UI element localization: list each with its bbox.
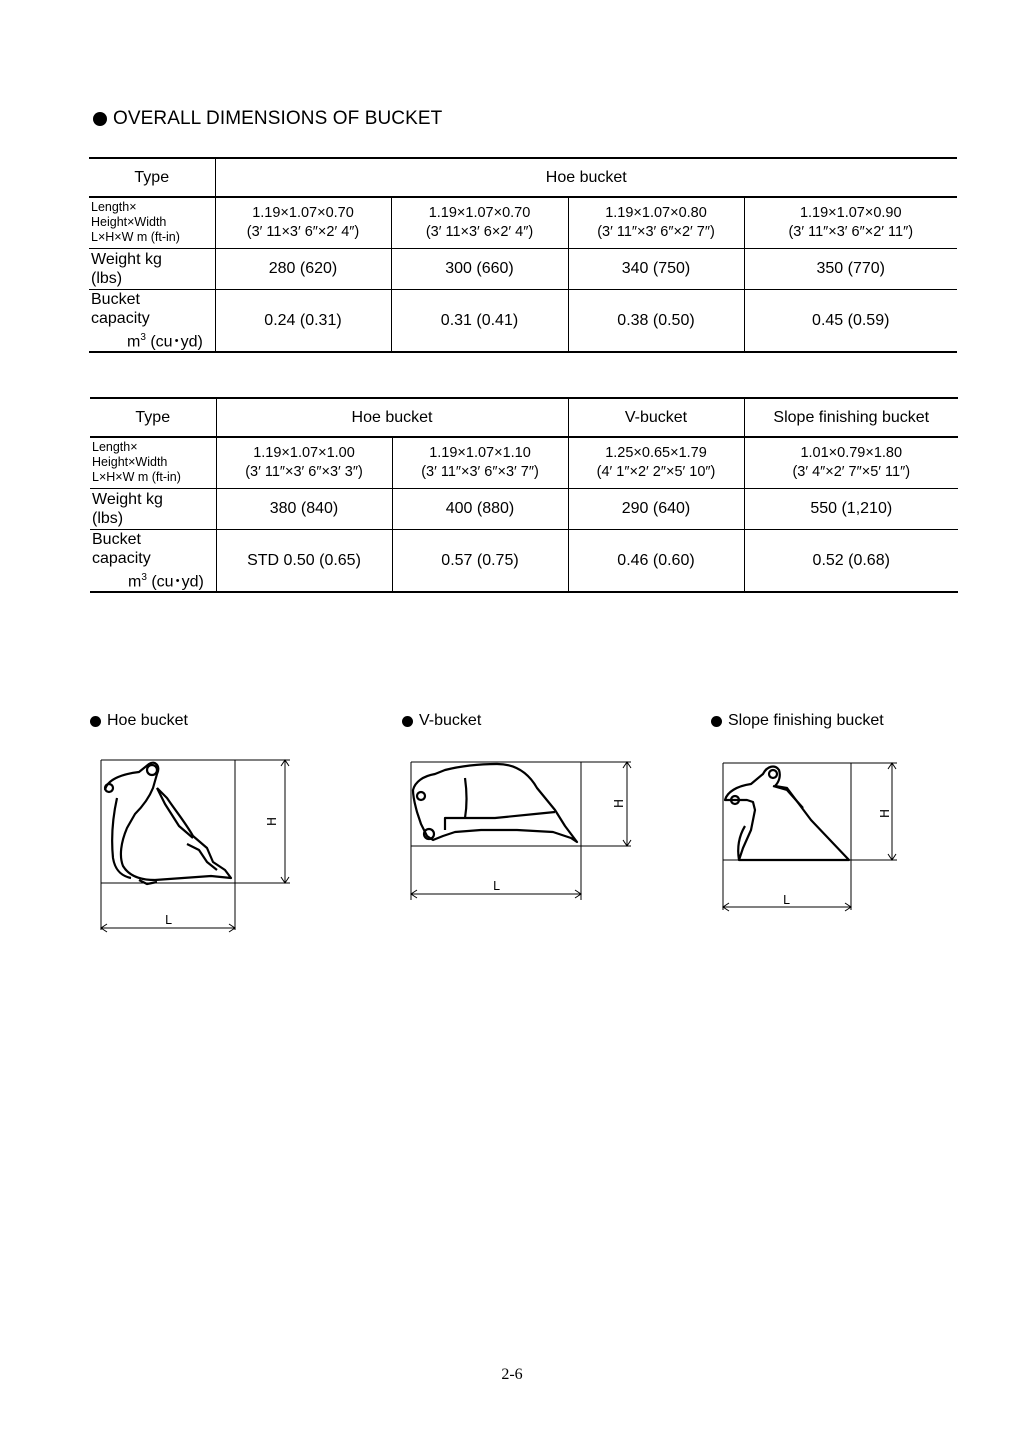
capacity-cell: 0.57 (0.75) xyxy=(392,529,568,592)
dims-cell: 1.19×1.07×0.70 (3′ 11×3′ 6×2′ 4″) xyxy=(391,197,568,248)
slope-finishing-bucket-diagram xyxy=(717,752,907,914)
dims-cell: 1.19×1.07×0.90 (3′ 11″×3′ 6″×2′ 11″) xyxy=(744,197,957,248)
height-mark: H xyxy=(878,808,892,818)
slope-finishing-header: Slope finishing bucket xyxy=(744,398,958,437)
length-mark: L xyxy=(165,913,172,927)
weight-cell: 400 (880) xyxy=(392,488,568,529)
dimensions-table-1 xyxy=(89,157,957,353)
capacity-cell: 0.46 (0.60) xyxy=(568,529,744,592)
weight-cell: 350 (770) xyxy=(744,248,957,289)
length-mark: L xyxy=(783,893,790,907)
bullet-icon xyxy=(402,716,413,727)
dims-cell: 1.01×0.79×1.80 (3′ 4″×2′ 7″×5′ 11″) xyxy=(744,437,958,488)
weight-row xyxy=(89,248,957,289)
height-mark: H xyxy=(265,816,279,826)
weight-cell: 290 (640) xyxy=(568,488,744,529)
table-header-row xyxy=(89,158,957,197)
dimensions-label: Length× Height×Width L×H×W m (ft-in) xyxy=(89,197,215,248)
weight-cell: 300 (660) xyxy=(391,248,568,289)
capacity-cell: 0.45 (0.59) xyxy=(744,289,957,352)
capacity-cell: STD 0.50 (0.65) xyxy=(216,529,392,592)
page-number: 2-6 xyxy=(501,1366,523,1383)
hoe-bucket-header: Hoe bucket xyxy=(216,398,568,437)
weight-label: Weight kg (lbs) xyxy=(90,488,216,529)
capacity-row xyxy=(90,529,958,592)
bullet-icon xyxy=(90,716,101,727)
slope-bucket-diagram-label: Slope finishing bucket xyxy=(711,712,884,730)
v-bucket-header: V-bucket xyxy=(568,398,744,437)
dimensions-row xyxy=(90,437,958,488)
capacity-cell: 0.52 (0.68) xyxy=(744,529,958,592)
weight-label: Weight kg (lbs) xyxy=(89,248,215,289)
capacity-cell: 0.38 (0.50) xyxy=(568,289,744,352)
dims-cell: 1.19×1.07×0.80 (3′ 11″×3′ 6″×2′ 7″) xyxy=(568,197,744,248)
table-header-row xyxy=(90,398,958,437)
length-mark: L xyxy=(493,879,500,893)
dimensions-row xyxy=(89,197,957,248)
bullet-icon xyxy=(711,716,722,727)
weight-cell: 280 (620) xyxy=(215,248,391,289)
v-bucket-diagram xyxy=(405,752,635,902)
type-header: Type xyxy=(89,158,215,197)
weight-cell: 550 (1,210) xyxy=(744,488,958,529)
dimensions-table-2 xyxy=(90,397,958,593)
type-header: Type xyxy=(90,398,216,437)
hoe-bucket-diagram xyxy=(95,752,295,937)
dims-cell: 1.19×1.07×1.10 (3′ 11″×3′ 6″×3′ 7″) xyxy=(392,437,568,488)
height-mark: H xyxy=(612,798,626,808)
weight-cell: 380 (840) xyxy=(216,488,392,529)
section-heading xyxy=(93,108,442,130)
v-bucket-diagram-label: V-bucket xyxy=(402,712,481,730)
bullet-icon xyxy=(93,112,107,126)
capacity-cell: 0.31 (0.41) xyxy=(391,289,568,352)
hoe-bucket-header: Hoe bucket xyxy=(215,158,957,197)
dims-cell: 1.19×1.07×0.70 (3′ 11×3′ 6″×2′ 4″) xyxy=(215,197,391,248)
section-title: OVERALL DIMENSIONS OF BUCKET xyxy=(113,108,443,129)
weight-cell: 340 (750) xyxy=(568,248,744,289)
dimensions-label: Length× Height×Width L×H×W m (ft-in) xyxy=(90,437,216,488)
capacity-cell: 0.24 (0.31) xyxy=(215,289,391,352)
capacity-label: Bucket capacity $m^3$ (cu･yd) xyxy=(89,289,215,352)
dims-cell: 1.25×0.65×1.79 (4′ 1″×2′ 2″×5′ 10″) xyxy=(568,437,744,488)
weight-row xyxy=(90,488,958,529)
dims-cell: 1.19×1.07×1.00 (3′ 11″×3′ 6″×3′ 3″) xyxy=(216,437,392,488)
capacity-label: Bucket capacity $m^3$ (cu･yd) xyxy=(90,529,216,592)
hoe-bucket-diagram-label: Hoe bucket xyxy=(90,712,188,730)
capacity-row xyxy=(89,289,957,352)
